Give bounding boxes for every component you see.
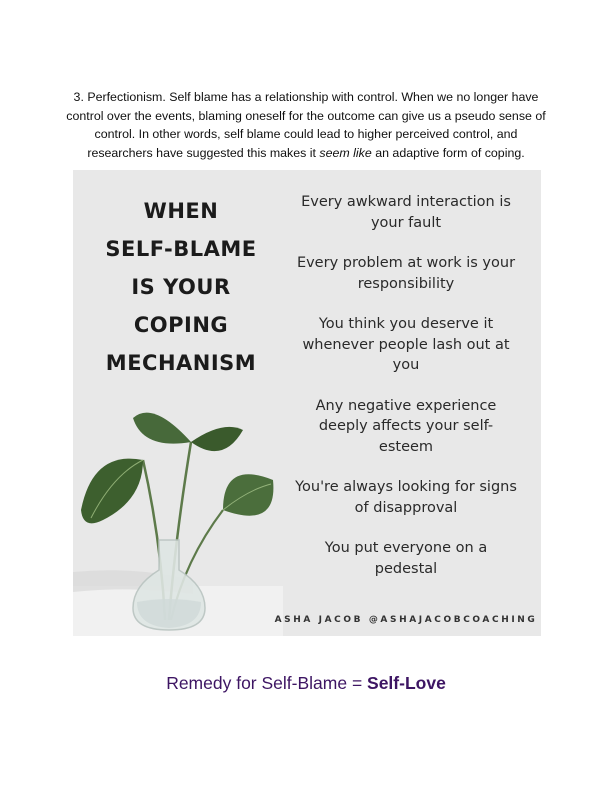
paragraph-line: control over the events, blaming oneself for the outcome can give us a pseudo sense of xyxy=(66,108,546,123)
sign-line: of disapproval xyxy=(354,499,458,516)
sign-line: pedestal xyxy=(374,560,438,577)
paragraph-emphasis: seem like xyxy=(319,145,372,160)
sign-line: Every awkward interaction is xyxy=(301,194,511,210)
sign-line: Every problem at work is your xyxy=(296,255,516,271)
paragraph-line: 3. Perfectionism. Self blame has a relationship with control. When we no longer have xyxy=(73,90,539,104)
sign-line: you xyxy=(392,357,420,373)
sign-line: You're always looking for signs xyxy=(295,479,517,495)
remedy-text: Remedy for Self-Blame = xyxy=(166,673,368,693)
sign-line: Any negative experience xyxy=(315,397,497,414)
sign-item xyxy=(283,314,529,376)
leaf xyxy=(191,427,243,451)
leaf xyxy=(133,413,191,444)
paragraph-text: researchers have suggested this makes it xyxy=(87,145,320,160)
leaf xyxy=(223,474,273,515)
body-paragraph xyxy=(60,88,552,162)
sign-line: whenever people lash out at xyxy=(302,336,510,353)
remedy-emphasis: Self-Love xyxy=(367,673,446,693)
sign-item xyxy=(283,477,529,518)
sign-line: deeply affects your self- xyxy=(318,418,494,434)
headline-line: COPING xyxy=(133,313,229,337)
headline-line: IS YOUR xyxy=(131,275,231,299)
plant-in-vase-illustration xyxy=(73,390,283,636)
infographic-headline xyxy=(87,192,275,382)
sign-line: responsibility xyxy=(357,275,455,292)
headline-line: SELF-BLAME xyxy=(105,237,257,261)
self-blame-infographic xyxy=(73,170,541,636)
sign-item xyxy=(283,253,529,294)
sign-line: You put everyone on a xyxy=(324,540,488,556)
paragraph-line xyxy=(60,144,552,163)
paragraph-text: an adaptive form of coping. xyxy=(371,145,525,160)
leaf xyxy=(81,459,143,524)
remedy-line xyxy=(0,673,612,694)
sign-list xyxy=(283,192,529,599)
sign-item xyxy=(283,192,529,233)
sign-line: You think you deserve it xyxy=(318,316,494,332)
headline-line: MECHANISM xyxy=(105,351,257,375)
paragraph-line: control. In other words, self blame could lead to higher perceived control, and xyxy=(94,127,518,141)
sign-item xyxy=(283,396,529,458)
sign-line: esteem xyxy=(378,438,434,455)
sign-item xyxy=(283,538,529,579)
headline-line: WHEN xyxy=(143,199,219,223)
sign-line: your fault xyxy=(370,214,442,231)
author-credit: ASHA JACOB @ASHAJACOBCOACHING xyxy=(274,615,538,625)
